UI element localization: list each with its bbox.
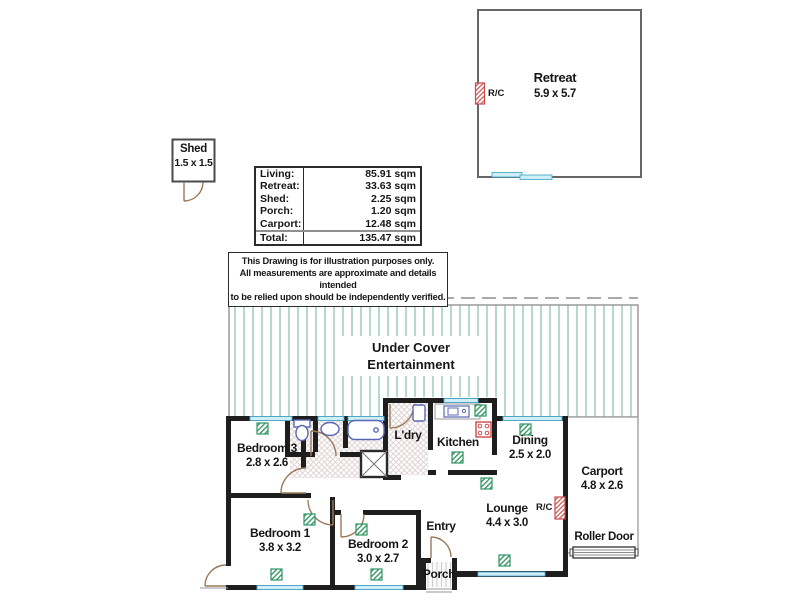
retreat-name: Retreat [533, 70, 577, 85]
bedroom2-label [338, 537, 418, 567]
under-cover-entertainment-label [342, 336, 480, 376]
disclaimer-line3: to be relied upon should be independently verified. [230, 292, 446, 302]
window-bedroom2 [355, 586, 403, 590]
dining-name: Dining [512, 433, 548, 447]
disclaimer-line2: All measurements are approximate and details intended [239, 268, 437, 290]
disclaimer-line1: This Drawing is for illustration purposes only. [241, 256, 435, 266]
area-value: 33.63 sqm [365, 180, 416, 193]
lounge-dims: 4.4 x 3.0 [485, 517, 529, 529]
window-bedroom1 [257, 586, 303, 590]
bathtub-drain-icon [374, 428, 378, 432]
vent-icon [356, 524, 367, 535]
basin-icon [321, 423, 339, 436]
vent-icon [271, 569, 282, 580]
bedroom1-label [240, 526, 320, 556]
vent-icon [304, 514, 315, 525]
entry-label: Entry [426, 519, 456, 533]
area-value: 85.91 sqm [365, 168, 416, 180]
table-row [256, 168, 420, 180]
rc-label-retreat: R/C [488, 88, 505, 99]
kitchen-sink-bowl [448, 408, 458, 415]
bedroom2-name: Bedroom 2 [348, 537, 408, 551]
rc-unit-retreat-icon [476, 83, 485, 104]
table-row [256, 180, 420, 192]
dining-dims: 2.5 x 2.0 [508, 449, 552, 461]
shed-name: Shed [180, 143, 207, 155]
table-row [256, 205, 420, 217]
sliding-door-retreat [492, 173, 522, 178]
rc-label-lounge: R/C [536, 502, 553, 513]
carport-dims: 4.8 x 2.6 [580, 480, 624, 492]
table-row [256, 218, 420, 230]
door-entry [431, 537, 451, 558]
window-bedroom3 [250, 417, 292, 421]
window-dining [503, 417, 562, 421]
area-value: 12.48 sqm [365, 217, 416, 230]
shower-icon [361, 451, 387, 477]
roller-door-label: Roller Door [574, 531, 634, 543]
area-value: 2.25 sqm [371, 192, 416, 205]
area-table [254, 166, 422, 246]
sliding-door-retreat [520, 175, 552, 180]
toilet-bowl-icon [296, 426, 308, 441]
window-kitchen [444, 399, 478, 403]
table-row [256, 193, 420, 205]
area-value: 1.20 sqm [371, 205, 416, 218]
roller-door-icon [570, 547, 638, 558]
bedroom1-dims: 3.8 x 3.2 [258, 542, 302, 554]
area-label: Shed: [256, 193, 304, 205]
rc-unit-lounge-icon [555, 497, 565, 519]
laundry-label: L'dry [394, 428, 422, 442]
area-label: Total: [256, 232, 304, 244]
carport-label [562, 464, 642, 494]
bedroom3-label [227, 441, 307, 471]
dining-label [495, 433, 565, 463]
window-lounge [478, 572, 545, 576]
vent-icon [257, 423, 268, 434]
door-shed [184, 182, 203, 201]
bedroom3-name: Bedroom 3 [237, 441, 297, 455]
door-side [205, 565, 226, 586]
bedroom3-dims: 2.8 x 2.6 [245, 457, 289, 469]
disclaimer-box [228, 252, 448, 307]
vent-icon [371, 569, 382, 580]
lounge-label [467, 501, 547, 531]
porch-label: Porch [422, 567, 456, 581]
vent-icon [452, 452, 463, 463]
bedroom2-dims: 3.0 x 2.7 [356, 553, 400, 565]
uce-line1: Under Cover [371, 340, 451, 355]
vent-icon [499, 555, 510, 566]
bedroom1-name: Bedroom 1 [250, 526, 310, 540]
kitchen-label: Kitchen [437, 435, 479, 449]
area-label: Porch: [256, 205, 304, 217]
uce-line2: Entertainment [367, 357, 455, 372]
window-bathroom [318, 417, 344, 421]
area-label: Carport: [256, 218, 304, 230]
vent-icon [481, 478, 492, 489]
retreat-label [515, 70, 595, 102]
area-label: Living: [256, 168, 304, 180]
shed-dims: 1.5 x 1.5 [174, 157, 213, 169]
carport-name: Carport [581, 464, 623, 478]
table-row-total [256, 230, 420, 244]
lounge-name: Lounge [486, 501, 528, 515]
retreat-dims: 5.9 x 5.7 [533, 88, 577, 100]
hot-water-unit-icon [413, 405, 425, 421]
vent-icon [475, 405, 486, 416]
shed-label [172, 142, 215, 170]
area-value: 135.47 sqm [359, 231, 416, 244]
area-label: Retreat: [256, 180, 304, 192]
